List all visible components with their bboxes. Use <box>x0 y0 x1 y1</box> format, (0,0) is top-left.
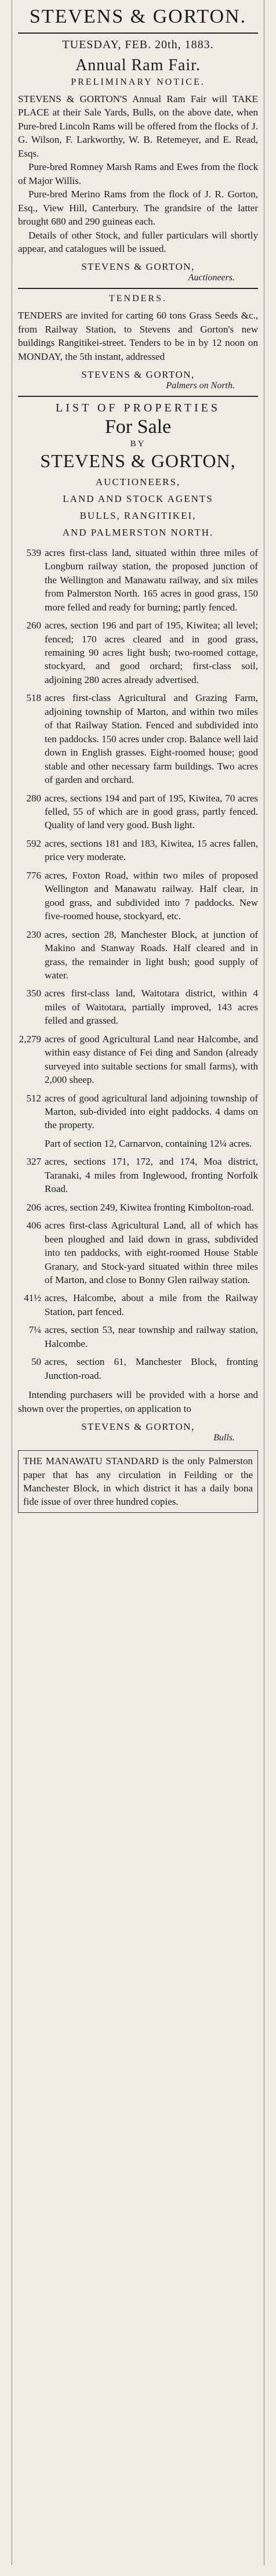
property-description: acres, section 249, Kiwitea fronting Kimbolton-road. <box>45 1201 254 1213</box>
property-description: acres of good Agricultural Land near Halcombe, and within easy distance of Fei ding and Sandon (already surveyed into suitable sections for small farms), with 2,000 sheep. <box>45 1033 258 1086</box>
ram-fair-signature-role: Auctioneers. <box>188 273 235 283</box>
property-acres: 327 <box>26 1156 41 1168</box>
property-item <box>18 928 258 982</box>
property-acres: 406 <box>26 1220 41 1231</box>
property-acres: 7¼ <box>28 1324 41 1336</box>
property-item <box>18 619 258 687</box>
ram-fair-para-3: Pure-bred Merino Rams from the flock of J. R. Gorton, Esq., View Hill, Canterbury. The grandsire of the latter brought 680 and 290 guineas each. <box>18 189 258 227</box>
firm-line-1: AUCTIONEERS, <box>95 476 181 488</box>
property-item <box>18 792 258 832</box>
property-item <box>18 546 258 614</box>
property-description: acres of good agricultural land adjoining township of Marton, sub-divided into eight paddocks. 4 dams on the property. <box>45 1092 258 1131</box>
tenders-heading: TENDERS. <box>109 294 167 304</box>
tenders-body: TENDERS are invited for carting 60 tons Grass Seeds &c., from Railway Station, to Stevens and Gorton's new buildings Rangitikei-street. Tenders to be in by 12 noon on MONDAY, the 5th instant, addressed <box>18 310 258 362</box>
property-description: acres, Halcombe, about a mile from the Railway Station, part fenced. <box>45 1292 258 1317</box>
property-description: acres, sections 171, 172, and 174, Moa district, Taranaki, 4 miles from Inglewood, fronting Norfolk Road. <box>45 1156 258 1195</box>
firm-line-2: LAND AND STOCK AGENTS <box>63 493 213 505</box>
property-item <box>18 869 258 923</box>
property-item <box>18 1201 258 1214</box>
property-description: acres, section 28, Manchester Block, at junction of Makino and Stanway Roads. Half cleared and in grass, the remainder in light bush; good supply of water. <box>45 928 258 981</box>
property-acres: 776 <box>26 869 41 881</box>
property-description: acres first-class land, Waitotara district, within 4 miles of Waitotara, partially improved, 143 acres felled and grassed. <box>45 988 258 1027</box>
property-description: acres, Foxton Road, within two miles of proposed Wellington and Manawatu railway. Half clear, in good grass, and subdivided into 7 paddocks. New five-roomed house, stockyard, etc. <box>45 869 258 922</box>
property-item <box>18 1032 258 1087</box>
property-acres: 592 <box>26 837 41 849</box>
property-acres: 50 <box>31 1356 41 1368</box>
property-description: acres, section 53, near township and railway station, Halcombe. <box>45 1324 258 1349</box>
property-acres: 350 <box>26 988 41 999</box>
standard-notice-box <box>18 1450 258 1513</box>
firm-name: STEVENS & GORTON, <box>40 450 236 472</box>
property-acres: 41½ <box>24 1292 41 1304</box>
ram-fair-signature: STEVENS & GORTON, <box>81 261 195 273</box>
ram-fair-body: STEVENS & GORTON'S Annual Ram Fair will TAKE PLACE at their Sale Yards, Bulls, on the above date, when Pure-bred Lincoln Rams will be offered from the flocks of J. G. Wilson, F. Larkworthy, W. B. Retemeyer, and E. Read, Esqs. <box>18 93 258 159</box>
property-description: acres, section 196 and part of 195, Kiwitea; all level; fenced; 170 acres cleared and in good grass, remaining 90 acres light bush; two-roomed cottage, stockyard, and good orchard; first-class soil, adjoining 280 acres already advertised. <box>45 620 258 685</box>
property-item <box>18 1323 258 1350</box>
ram-fair-para-2: Pure-bred Romney Marsh Rams and Ewes from the flock of Major Willis. <box>18 161 258 186</box>
property-list <box>18 546 258 1382</box>
divider <box>18 32 258 34</box>
property-acres: 230 <box>26 928 41 940</box>
property-description: Part of section 12, Carnarvon, containing 12¼ acres. <box>45 1137 252 1149</box>
standard-notice-text: THE MANAWATU STANDARD is the only Palmerston paper that has any circulation in Feilding or the Manchester Block, in which district it has a daily bona fide issue of over three hundred copies. <box>23 1455 253 1508</box>
property-item <box>18 1291 258 1318</box>
property-description: acres, sections 181 and 183, Kiwitea, 15 acres fallen, price very moderate. <box>45 837 258 863</box>
tenders-signature: STEVENS & GORTON, <box>81 369 195 381</box>
property-acres: 539 <box>26 547 41 558</box>
property-acres: 260 <box>26 620 41 631</box>
property-acres: 512 <box>26 1092 41 1104</box>
divider <box>18 396 258 397</box>
property-acres: 280 <box>26 792 41 804</box>
property-description: acres, sections 194 and part of 195, Kiwitea, 70 acres felled, 55 of which are in good grass, partly fenced. Quality of land very good. Bush light. <box>45 792 258 831</box>
firm-line-3: BULLS, RANGITIKEI, <box>79 510 197 522</box>
firm-description <box>18 474 258 541</box>
property-item <box>18 987 258 1027</box>
property-item <box>18 691 258 786</box>
property-item <box>18 1092 258 1132</box>
listing-signature-place: Bulls. <box>213 1433 235 1443</box>
property-acres <box>18 1137 41 1150</box>
property-description: acres first-class land, situated within three miles of Longburn railway station, the proposed junction of the Wellington and Manawatu railway, and six miles from Palmerston North. 165 acres in good grass, 150 more felled and ready for burning; partly fenced. <box>45 547 258 613</box>
firm-line-4: AND PALMERSTON NORTH. <box>62 526 214 538</box>
property-acres: 518 <box>26 692 41 704</box>
newspaper-column <box>12 0 264 2565</box>
listing-closing: Intending purchasers will be provided with a horse and shown over the properties, on application to <box>18 1389 258 1414</box>
property-item <box>18 1137 258 1150</box>
property-item <box>18 1155 258 1195</box>
tenders-signature-role: Palmers on North. <box>166 381 235 391</box>
ram-fair-para-4: Details of other Stock, and fuller particulars will shortly appear, and catalogues will be issued. <box>18 229 258 254</box>
property-description: acres first-class Agricultural Land, all of which has been ploughed and laid down in grass, subdivided into ten paddocks, with eight-roomed House Stable Granary, and Stock-yard situated within three miles of Marton, and close to Bonny Glen railway station. <box>45 1220 258 1286</box>
divider <box>18 288 258 289</box>
property-item <box>18 1219 258 1287</box>
date-line: TUESDAY, FEB. 20th, 1883. <box>62 38 214 51</box>
masthead: STEVENS & GORTON. <box>29 6 247 27</box>
by-line: BY <box>130 439 146 449</box>
property-item <box>18 1355 258 1382</box>
listing-title: LIST OF PROPERTIES <box>55 402 221 415</box>
property-description: acres, section 61, Manchester Block, fronting Junction-road. <box>45 1356 258 1381</box>
ram-fair-subheading: PRELIMINARY NOTICE. <box>71 77 205 87</box>
property-acres: 2,279 <box>19 1033 41 1045</box>
for-sale-heading: For Sale <box>104 416 172 438</box>
listing-signature: STEVENS & GORTON, <box>81 1421 195 1433</box>
property-description: acres first-class Agricultural and Grazing Farm, adjoining township of Marton, and within two miles of that Railway Station. Fenced and subdivided into ten paddocks. 150 acres under crop. Balance well laid down in English grasses. Eight-roomed house; good stable and other necessary farm buildings. Two acres of garden and orchard. <box>45 692 258 786</box>
property-item <box>18 837 258 864</box>
property-acres: 206 <box>26 1201 41 1213</box>
ram-fair-heading: Annual Ram Fair. <box>75 56 201 74</box>
